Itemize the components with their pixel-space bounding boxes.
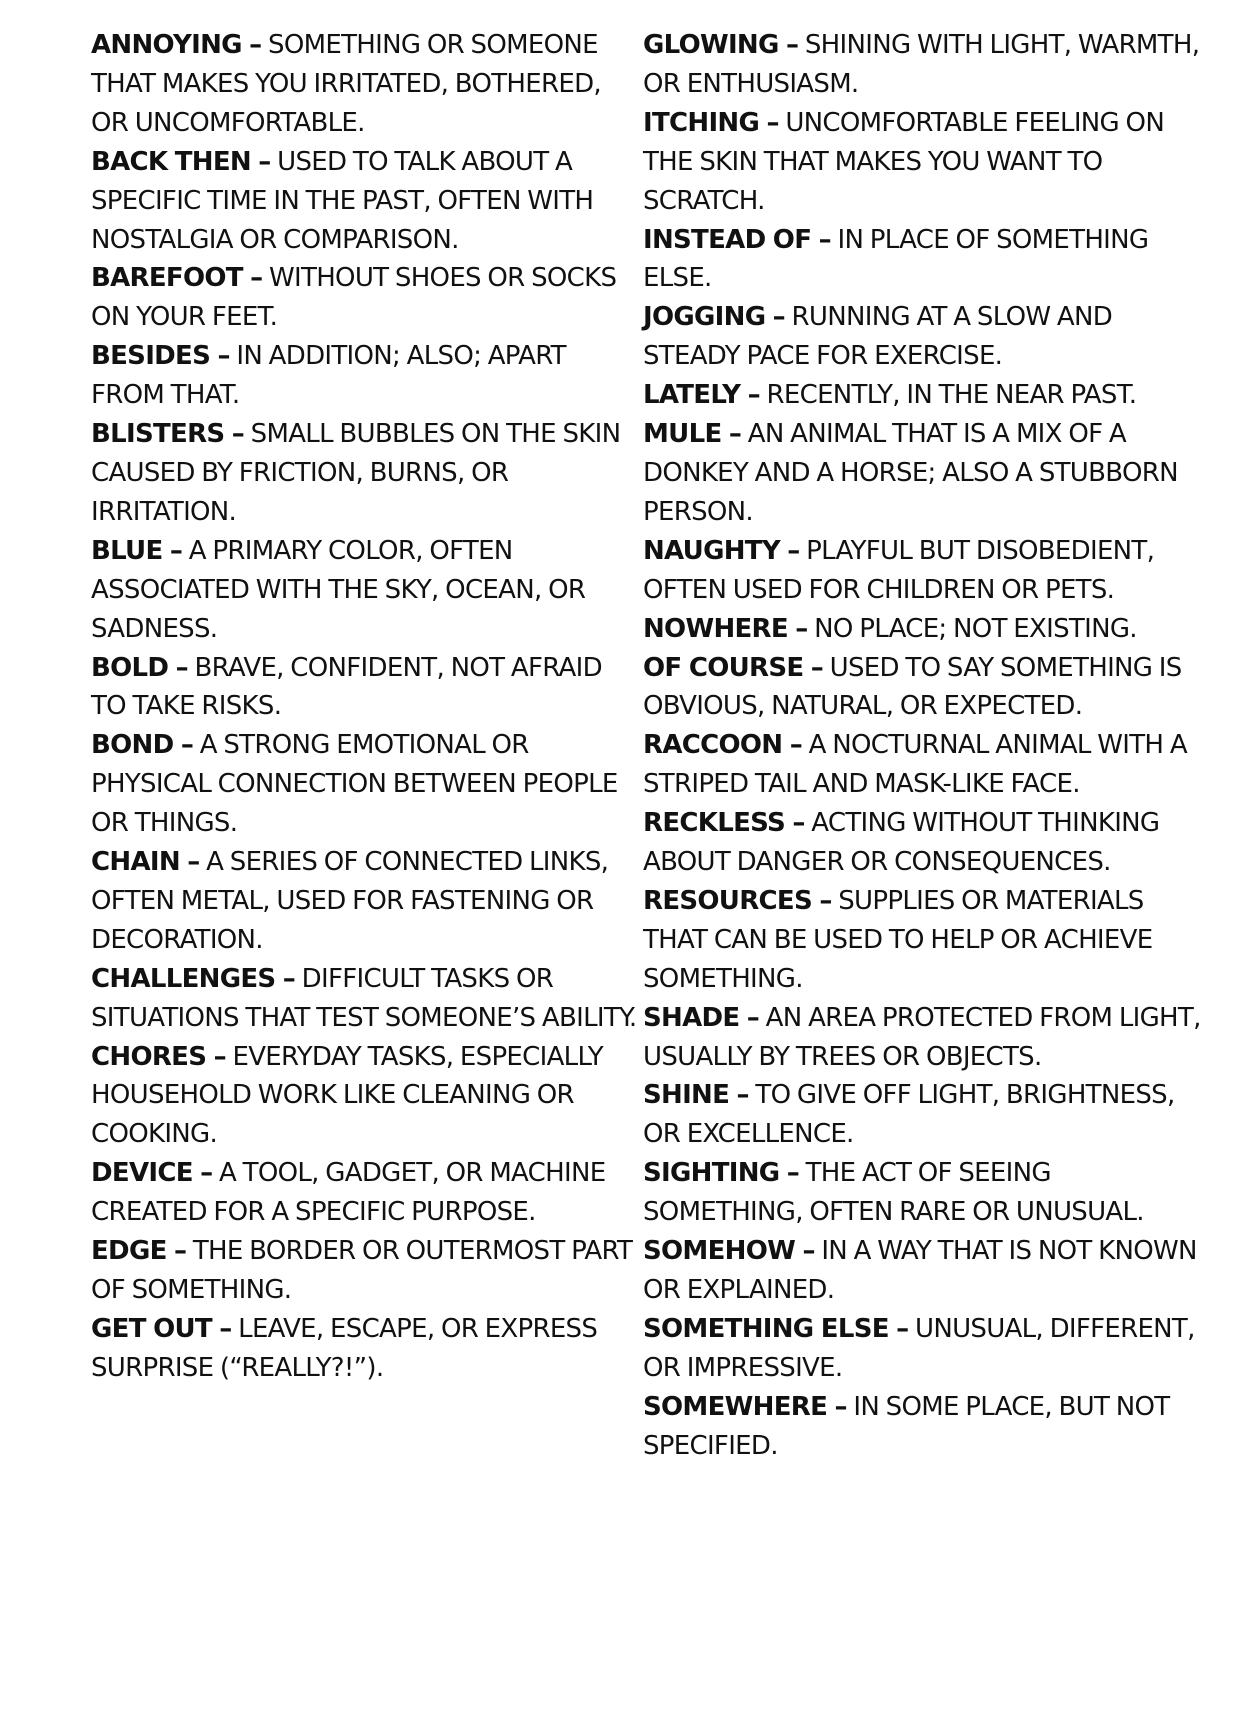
glossary-term: SOMETHING ELSE – (643, 1313, 909, 1344)
glossary-definition: WITHOUT SHOES OR SOCKS ON YOUR FEET. (91, 263, 617, 333)
glossary-entry (643, 298, 1211, 376)
glossary-term: NOWHERE – (643, 613, 808, 644)
glossary-entry (643, 1076, 1211, 1154)
glossary-term: RECKLESS – (643, 808, 805, 839)
glossary-definition: IN PLACE OF SOMETHING ELSE. (643, 224, 1149, 294)
glossary-definition: A SERIES OF CONNECTED LINKS, OFTEN METAL, USED FOR FASTENING OR DECORATION. (91, 847, 609, 955)
glossary-entry (91, 843, 643, 960)
glossary-definition: A STRONG EMOTIONAL OR PHYSICAL CONNECTION BETWEEN PEOPLE OR THINGS. (91, 730, 618, 839)
glossary-column-right (643, 26, 1211, 1466)
glossary-definition: UNCOMFORTABLE FEELING ON THE SKIN THAT MAKES YOU WANT TO SCRATCH. (643, 107, 1165, 216)
glossary-definition: IN SOME PLACE, BUT NOT SPECIFIED. (643, 1391, 1170, 1461)
glossary-definition: A NOCTURNAL ANIMAL WITH A STRIPED TAIL AND MASK-LIKE FACE. (643, 730, 1187, 800)
glossary-entry (91, 259, 643, 337)
glossary-term: CHAIN – (91, 847, 200, 878)
glossary-definition: SUPPLIES OR MATERIALS THAT CAN BE USED TO HELP OR ACHIEVE SOMETHING. (643, 885, 1153, 994)
glossary-definition: SOMETHING OR SOMEONE THAT MAKES YOU IRRITATED, BOTHERED, OR UNCOMFORTABLE. (91, 30, 601, 138)
glossary-term: BAREFOOT – (91, 263, 263, 294)
glossary-entry (91, 1232, 643, 1310)
glossary-entry (643, 104, 1211, 221)
glossary-entry (643, 649, 1211, 727)
glossary-entry (643, 1232, 1211, 1310)
glossary-entry (91, 960, 643, 1038)
glossary-entry (643, 1388, 1211, 1466)
glossary-term: RACCOON – (643, 730, 803, 761)
glossary-entry (643, 415, 1211, 532)
glossary-definition: USED TO SAY SOMETHING IS OBVIOUS, NATURAL, OR EXPECTED. (643, 652, 1182, 722)
glossary-entry (91, 532, 643, 649)
glossary-entry (91, 726, 643, 843)
glossary-term: CHALLENGES – (91, 963, 296, 994)
glossary-definition: THE ACT OF SEEING SOMETHING, OFTEN RARE OR UNUSUAL. (643, 1158, 1144, 1228)
glossary-entry (91, 649, 643, 727)
glossary-definition: EVERYDAY TASKS, ESPECIALLY HOUSEHOLD WORK LIKE CLEANING OR COOKING. (91, 1041, 603, 1150)
glossary-term: BLISTERS – (91, 419, 245, 450)
glossary-term: EDGE – (91, 1236, 187, 1267)
glossary-entry (643, 221, 1211, 299)
glossary-term: GLOWING – (643, 30, 799, 60)
glossary-definition: THE BORDER OR OUTERMOST PART OF SOMETHING. (91, 1236, 633, 1305)
glossary-entry (643, 610, 1211, 649)
glossary-entry (643, 1310, 1211, 1388)
glossary-entry (91, 1310, 643, 1388)
glossary-definition: A TOOL, GADGET, OR MACHINE CREATED FOR A SPECIFIC PURPOSE. (91, 1158, 606, 1228)
glossary-definition: AN ANIMAL THAT IS A MIX OF A DONKEY AND A HORSE; ALSO A STUBBORN PERSON. (643, 419, 1178, 527)
glossary-entry (643, 804, 1211, 882)
glossary-term: BOLD – (91, 652, 188, 683)
glossary-definition: TO GIVE OFF LIGHT, BRIGHTNESS, OR EXCELLENCE. (643, 1080, 1175, 1150)
glossary-definition: PLAYFUL BUT DISOBEDIENT, OFTEN USED FOR CHILDREN OR PETS. (643, 535, 1155, 605)
glossary-term: BOND – (91, 730, 194, 761)
glossary-entry (643, 882, 1211, 999)
glossary-entry (91, 415, 643, 532)
glossary-term: MULE – (643, 419, 742, 450)
glossary-entry (643, 1154, 1211, 1232)
glossary-entry (643, 999, 1211, 1077)
glossary-term: RESOURCES – (643, 885, 832, 916)
glossary-column-left (91, 26, 643, 1466)
glossary-definition: SMALL BUBBLES ON THE SKIN CAUSED BY FRICTION, BURNS, OR IRRITATION. (91, 419, 621, 527)
glossary-term: CHORES – (91, 1041, 226, 1072)
glossary-term: SOMEHOW – (643, 1236, 815, 1267)
glossary-entry (643, 726, 1211, 804)
glossary-entry (643, 26, 1211, 104)
glossary-entry (91, 1154, 643, 1232)
glossary-term: SOMEWHERE – (643, 1391, 847, 1422)
glossary-term: INSTEAD OF – (643, 224, 831, 255)
glossary-definition: A PRIMARY COLOR, OFTEN ASSOCIATED WITH THE SKY, OCEAN, OR SADNESS. (91, 535, 586, 644)
glossary-term: JOGGING – (643, 302, 785, 333)
glossary-term: ANNOYING – (91, 30, 262, 60)
glossary-term: BACK THEN – (91, 146, 271, 177)
glossary-term: LATELY – (643, 380, 760, 411)
glossary-definition: SHINING WITH LIGHT, WARMTH, OR ENTHUSIASM. (643, 30, 1200, 99)
glossary-definition: BRAVE, CONFIDENT, NOT AFRAID TO TAKE RISKS. (91, 652, 602, 722)
glossary-term: ITCHING – (643, 107, 779, 138)
glossary-definition: RECENTLY, IN THE NEAR PAST. (759, 380, 1137, 411)
glossary-term: BLUE – (91, 535, 183, 566)
glossary-term: OF COURSE – (643, 652, 824, 683)
glossary-definition: AN AREA PROTECTED FROM LIGHT, USUALLY BY TREES OR OBJECTS. (643, 1002, 1201, 1072)
glossary-term: GET OUT – (91, 1313, 232, 1344)
glossary-term: SHINE – (643, 1080, 749, 1111)
glossary-definition: IN A WAY THAT IS NOT KNOWN OR EXPLAINED. (643, 1236, 1197, 1305)
glossary-definition: UNUSUAL, DIFFERENT, OR IMPRESSIVE. (643, 1313, 1195, 1383)
glossary-entry (643, 376, 1211, 415)
glossary-term: DEVICE – (91, 1158, 213, 1189)
glossary-entry (91, 337, 643, 415)
glossary-entry (91, 1038, 643, 1155)
glossary-definition: DIFFICULT TASKS OR SITUATIONS THAT TEST SOMEONE’S ABILITY. (91, 963, 637, 1033)
glossary-entry (643, 532, 1211, 610)
glossary-term: NAUGHTY – (643, 535, 800, 566)
glossary-page (91, 26, 1211, 1466)
glossary-definition: LEAVE, ESCAPE, OR EXPRESS SURPRISE (“REALLY?!”). (91, 1313, 598, 1383)
glossary-definition: USED TO TALK ABOUT A SPECIFIC TIME IN THE PAST, OFTEN WITH NOSTALGIA OR COMPARISON. (91, 146, 594, 255)
glossary-definition: ACTING WITHOUT THINKING ABOUT DANGER OR CONSEQUENCES. (643, 808, 1160, 878)
glossary-definition: IN ADDITION; ALSO; APART FROM THAT. (91, 341, 566, 411)
glossary-term: SHADE – (643, 1002, 760, 1033)
glossary-term: SIGHTING – (643, 1158, 800, 1189)
glossary-definition: RUNNING AT A SLOW AND STEADY PACE FOR EXERCISE. (643, 302, 1113, 372)
glossary-entry (91, 26, 643, 143)
glossary-entry (91, 143, 643, 260)
glossary-definition: NO PLACE; NOT EXISTING. (807, 613, 1137, 644)
glossary-term: BESIDES – (91, 341, 230, 372)
